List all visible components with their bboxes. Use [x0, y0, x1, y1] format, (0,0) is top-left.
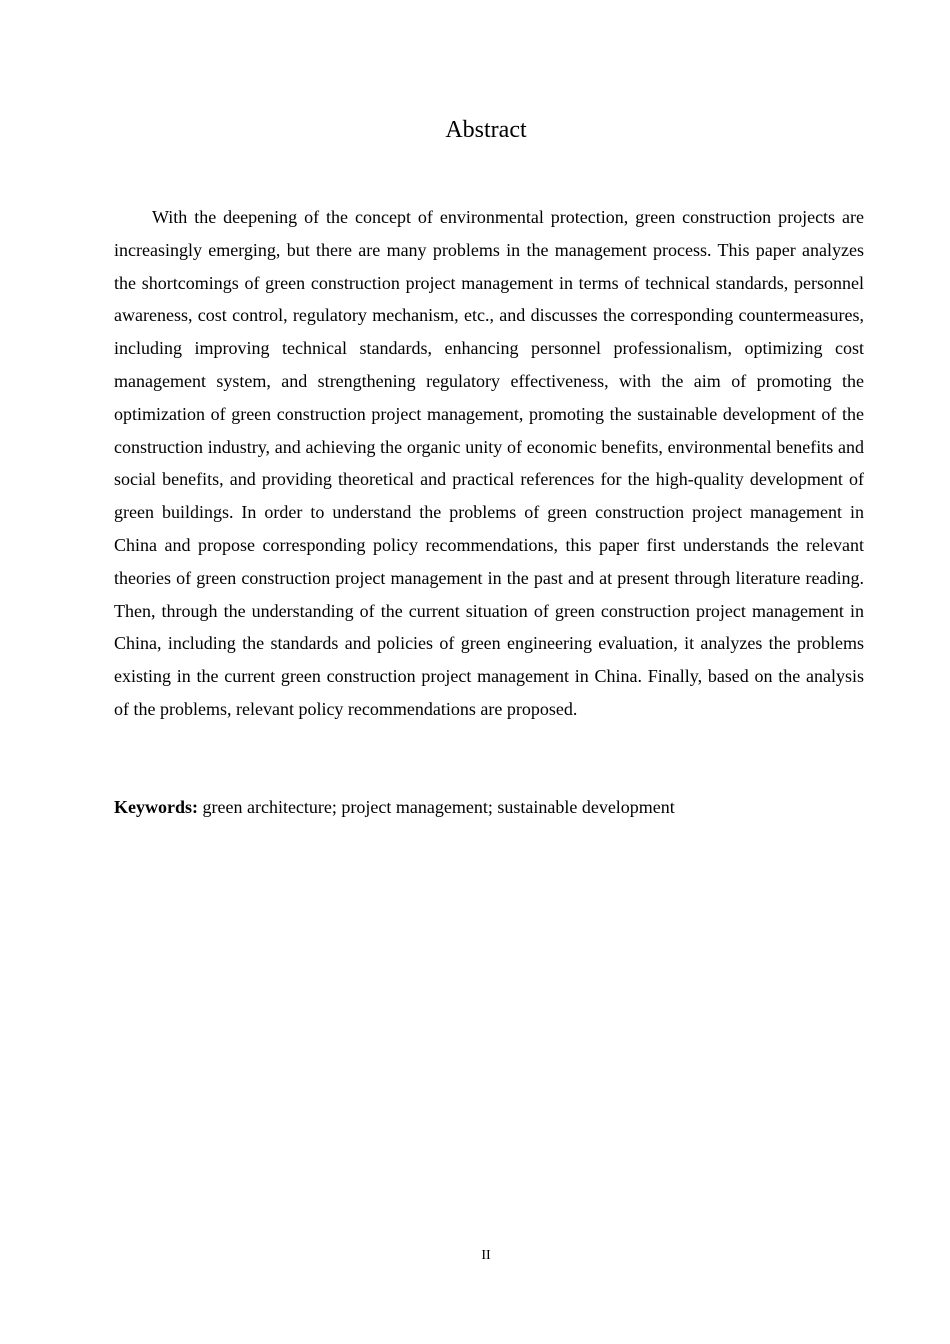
- abstract-title: Abstract: [445, 117, 527, 143]
- keywords-label: Keywords:: [114, 797, 198, 817]
- abstract-body: With the deepening of the concept of environmental protection, green construction projects are increasingly emerging, but there are many problems in the management process. This paper analyzes the shortcomings of green construction project management in terms of technical standards, personnel awareness, cost control, regulatory mechanism, etc., and discusses the corresponding countermeasures, including improving technical standards, enhancing personnel professionalism, optimizing cost management system, and strengthening regulatory effectiveness, with the aim of promoting the optimization of green construction project management, promoting the sustainable development of the construction industry, and achieving the organic unity of economic benefits, environmental benefits and social benefits, and providing theoretical and practical references for the high-quality development of green buildings. In order to understand the problems of green construction project management in China and propose corresponding policy recommendations, this paper first understands the relevant theories of green construction project management in the past and at present through literature reading. Then, through the understanding of the current situation of green construction project management in China, including the standards and policies of green engineering evaluation, it analyzes the problems existing in the current green construction project management in China. Finally, based on the analysis of the problems, relevant policy recommendations are proposed.: [114, 207, 864, 719]
- keywords-line: [114, 791, 864, 823]
- page-number: II: [481, 1248, 491, 1263]
- keywords-text: green architecture; project management; sustainable development: [198, 797, 675, 817]
